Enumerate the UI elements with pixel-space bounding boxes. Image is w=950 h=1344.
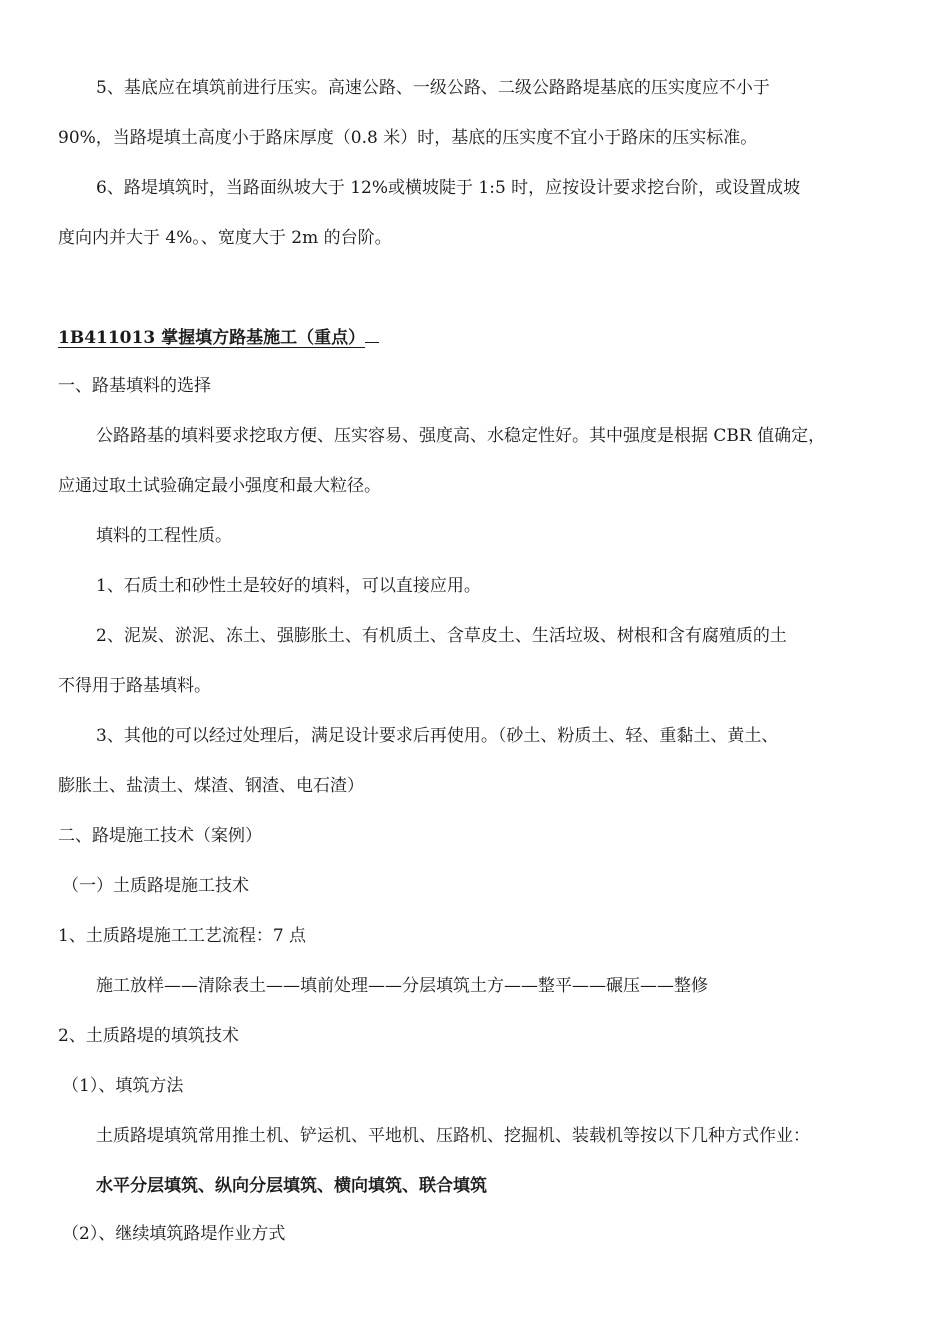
paragraph-5-line-2: 90%，当路堤填土高度小于路床厚度（0.8 米）时，基底的压实度不宜小于路床的压实标准。 — [58, 128, 758, 148]
subsection-title-1: 一、路基填料的选择 — [58, 376, 211, 396]
process-flow-steps: 施工放样——清除表土——填前处理——分层填筑土方——整平——碾压——整修 — [96, 976, 708, 996]
heading-underline-tail — [365, 324, 379, 343]
paragraph-6-line-2: 度向内并大于 4%。、宽度大于 2m 的台阶。 — [58, 228, 392, 248]
section-heading — [58, 324, 898, 350]
filling-technique-title: 2、土质路堤的填筑技术 — [58, 1026, 239, 1046]
property-item-2-line-1: 2、泥炭、淤泥、冻土、强膨胀土、有机质土、含草皮土、生活垃圾、树根和含有腐殖质的土 — [96, 626, 787, 646]
property-item-1: 1、石质土和砂性土是较好的填料，可以直接应用。 — [96, 576, 481, 596]
fill-material-properties: 填料的工程性质。 — [96, 526, 232, 546]
property-item-2-line-2: 不得用于路基填料。 — [58, 676, 211, 696]
fill-material-paragraph-line-2: 应通过取土试验确定最小强度和最大粒径。 — [58, 476, 381, 496]
subsection-title-2-1: （一）土质路堤施工技术 — [62, 876, 249, 896]
property-item-3-line-1: 3、其他的可以经过处理后，满足设计要求后再使用。（砂土、粉质土、轻、重黏土、黄土、 — [96, 726, 779, 746]
section-heading-text: 1B411013 掌握填方路基施工（重点） — [58, 328, 366, 348]
subsection-title-2: 二、路堤施工技术（案例） — [58, 826, 262, 846]
process-flow-title: 1、土质路堤施工工艺流程：7 点 — [58, 926, 307, 946]
paragraph-6-line-1: 6、路堤填筑时，当路面纵坡大于 12%或横坡陡于 1:5 时，应按设计要求挖台阶，或设置成坡 — [96, 178, 801, 198]
paragraph-5-line-1: 5、基底应在填筑前进行压实。高速公路、一级公路、二级公路路堤基底的压实度应不小于 — [96, 78, 770, 98]
filling-method-title: （1）、填筑方法 — [62, 1076, 184, 1096]
filling-method-list: 水平分层填筑、纵向分层填筑、横向填筑、联合填筑 — [96, 1176, 487, 1196]
property-item-3-line-2: 膨胀土、盐渍土、煤渣、钢渣、电石渣） — [58, 776, 364, 796]
continued-filling-title: （2）、继续填筑路堤作业方式 — [62, 1224, 286, 1244]
filling-method-description: 土质路堤填筑常用推土机、铲运机、平地机、压路机、挖掘机、装载机等按以下几种方式作业： — [96, 1126, 810, 1146]
fill-material-paragraph-line-1: 公路路基的填料要求挖取方便、压实容易、强度高、水稳定性好。其中强度是根据 CBR 值确定， — [96, 426, 826, 446]
